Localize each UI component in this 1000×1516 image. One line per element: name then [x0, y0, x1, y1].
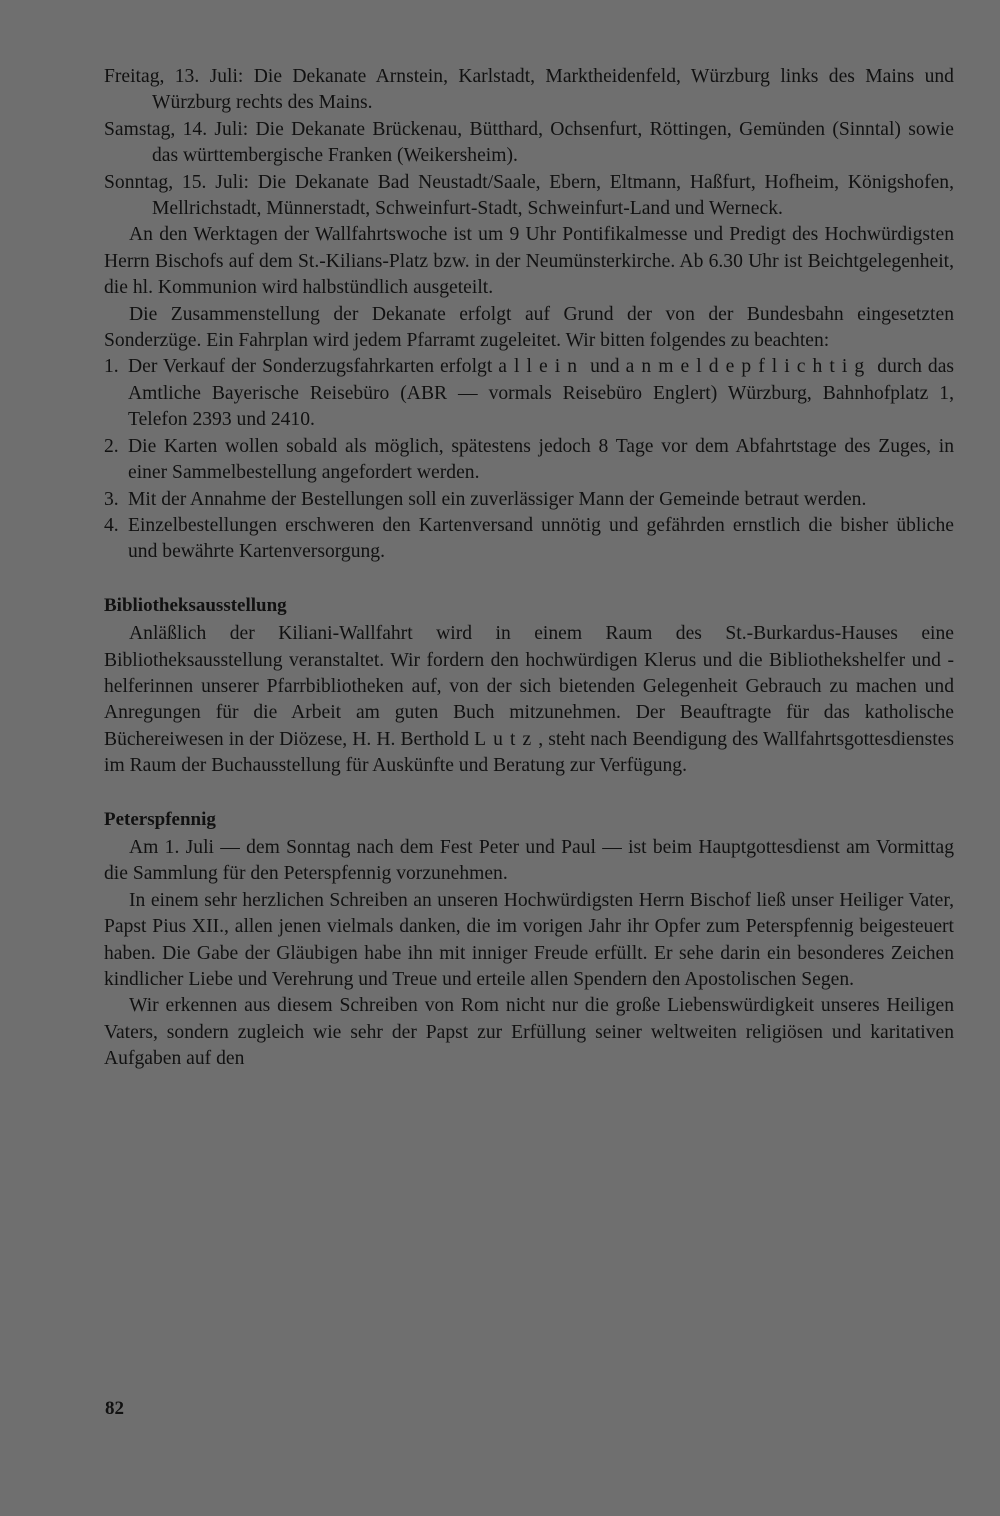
- rule-number: 3.: [104, 488, 119, 510]
- section-heading-peterspfennig: Peterspfennig: [104, 808, 216, 830]
- page-content: [104, 64, 954, 1073]
- schedule-day-label: Samstag, 14. Juli:: [104, 118, 249, 140]
- schedule-friday: [104, 64, 954, 117]
- schedule-text: Die Dekanate Brückenau, Bütthard, Ochsenfurt, Röttingen, Gemünden (Sinntal) sowie das württembergische Franken (Weikersheim).: [152, 118, 954, 167]
- rule-item-1: [104, 354, 954, 433]
- rule-number: 4.: [104, 514, 119, 536]
- schedule-text: Die Dekanate Arnstein, Karlstadt, Marktheidenfeld, Würzburg links des Mains und Würzburg rechts des Mains.: [152, 66, 954, 114]
- peterspfennig-paragraph-1: Am 1. Juli — dem Sonntag nach dem Fest Peter und Paul — ist beim Hauptgottesdienst am Vormittag die Sammlung für den Peterspfennig vorzunehmen.: [104, 836, 954, 885]
- schedule-saturday: [104, 117, 954, 170]
- peterspfennig-paragraph-3: Wir erkennen aus diesem Schreiben von Rom nicht nur die große Liebenswürdigkeit unseres Heiligen Vaters, sondern zugleich wie sehr der Papst zur Erfüllung seiner weltweiten religiösen und karitativen Aufgaben auf den: [104, 995, 954, 1070]
- rule-text-after: durch das Amtliche Bayerische Reisebüro (ABR — vormals Reisebüro Englert) Würzburg, Bahnhofplatz 1, Telefon 2393 und 2410.: [128, 356, 955, 431]
- bibliothek-text-after: , steht nach Beendigung des Wallfahrtsgottesdienstes im Raum der Buchausstellung für Auskünfte und Beratung zur Verfügung.: [104, 728, 954, 777]
- zusammenstellung-paragraph: Die Zusammenstellung der Dekanate erfolgt auf Grund der von der Bundesbahn eingesetzten Sonderzüge. Ein Fahrplan wird jedem Pfarramt zugeleitet. Wir bitten folgendes zu beachten:: [104, 303, 954, 352]
- page-number: 82: [105, 1398, 124, 1419]
- bibliothek-text-before: Anläßlich der Kiliani-Wallfahrt wird in einem Raum des St.-Burkardus-Hauses eine Bibliotheksausstellung veranstaltet. Wir fordern den hochwürdigen Klerus und die Bibliothekshelfer und -helferinnen unserer Pfarrbibliotheken auf, von der sich bietenden Gelegenheit Gebrauch zu machen und Anregungen für die Arbeit am guten Buch mitzunehmen. Der Beauftragte für das katholische Büchereiwesen in der Diözese, H. H. Berthold: [104, 623, 954, 750]
- rule-number: 1.: [104, 356, 119, 378]
- peterspfennig-paragraph-2: In einem sehr herzlichen Schreiben an unseren Hochwürdigsten Herrn Bischof ließ unser Heiliger Vater, Papst Pius XII., allen jenen vielmals danken, die im vorigen Jahr ihr Opfer zum Peterspfennig beigesteuert haben. Die Gabe der Gläubigen habe ihn mit inniger Freude erfüllt. Er sehe darin ein besonderes Zeichen kindlicher Liebe und Verehrung und Treue und erteile allen Spendern den Apostolischen Segen.: [104, 889, 954, 990]
- schedule-sunday: [104, 170, 954, 223]
- spaced-emphasis-allein: allein: [498, 356, 585, 378]
- spaced-emphasis-lutz: Lutz: [474, 728, 539, 750]
- rule-text: Die Karten wollen sobald als möglich, spätestens jedoch 8 Tage vor dem Abfahrtstage des Zuges, in einer Sammelbestellung angefordert werden.: [128, 435, 954, 484]
- rule-item-2: [104, 434, 954, 487]
- rule-text-middle: und: [584, 356, 626, 378]
- werktage-paragraph: An den Werktagen der Wallfahrtswoche ist um 9 Uhr Pontifikalmesse und Predigt des Hochwürdigsten Herrn Bischofs auf dem St.-Kilians-Platz bzw. in der Neumünsterkirche. Ab 6.30 Uhr ist Beichtgelegenheit, die hl. Kommunion wird halbstündlich ausgeteilt.: [104, 224, 954, 299]
- bibliothek-paragraph: [104, 621, 954, 779]
- rule-text: Mit der Annahme der Bestellungen soll ein zuverlässiger Mann der Gemeinde betraut werden.: [128, 488, 867, 510]
- section-heading-bibliothek: Bibliotheksausstellung: [104, 594, 287, 616]
- schedule-day-label: Sonntag, 15. Juli:: [104, 171, 249, 193]
- rule-text: Einzelbestellungen erschweren den Kartenversand unnötig und gefährden ernstlich die bisher übliche und bewährte Kartenversorgung.: [128, 514, 954, 563]
- rule-text: [128, 354, 954, 433]
- rule-text-before: Der Verkauf der Sonderzugsfahrkarten erfolgt: [128, 356, 499, 378]
- rule-item-4: [104, 513, 954, 566]
- rule-item-3: [104, 487, 954, 513]
- schedule-day-label: Freitag, 13. Juli:: [104, 66, 244, 87]
- schedule-text: Die Dekanate Bad Neustadt/Saale, Ebern, Eltmann, Haßfurt, Hofheim, Königshofen, Mellrichstadt, Münnerstadt, Schweinfurt-Stadt, Schweinfurt-Land und Werneck.: [152, 171, 955, 220]
- rule-number: 2.: [104, 435, 119, 457]
- spaced-emphasis-anmeldepflichtig: anmeldepflichtig: [625, 356, 872, 378]
